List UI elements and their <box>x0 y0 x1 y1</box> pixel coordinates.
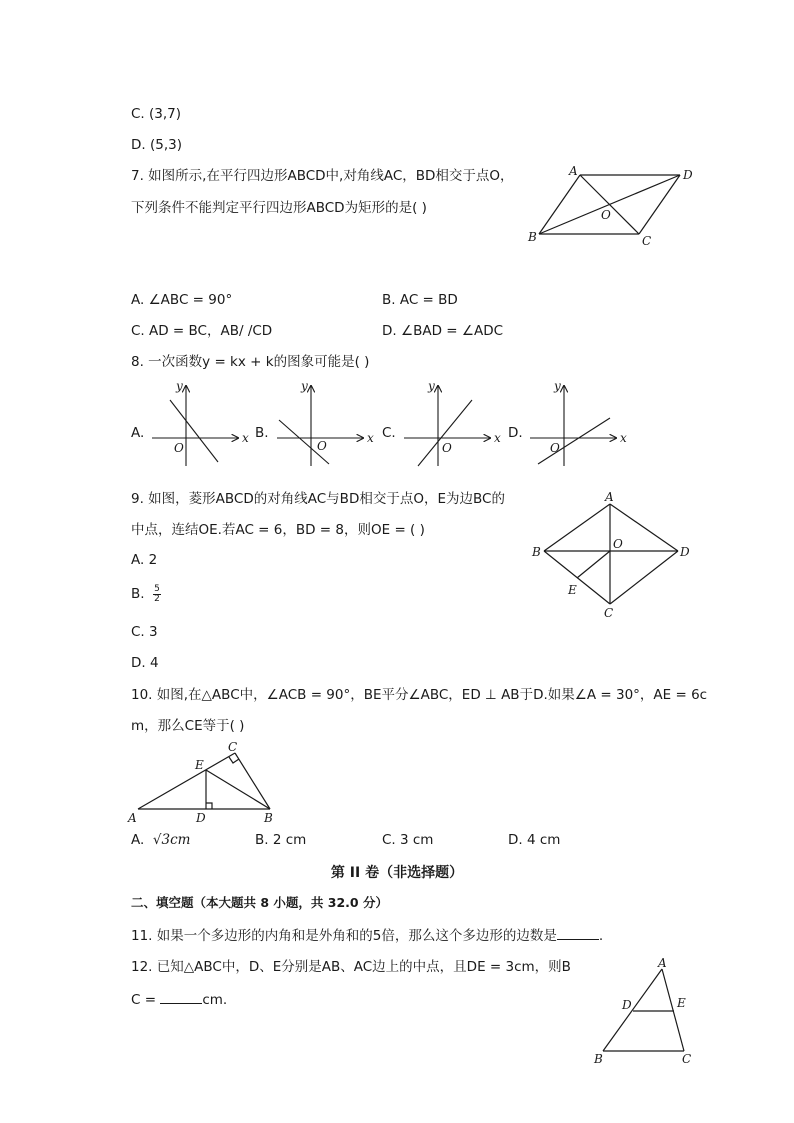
q10-label-e: E <box>195 758 204 772</box>
q7-option-c: C. AD = BC，AB/ /CD <box>131 323 273 339</box>
q11-end: . <box>598 928 604 944</box>
q7-label-o: O <box>601 208 611 222</box>
q12-line2-prefix: C = <box>131 992 157 1008</box>
q8-graph-a <box>148 380 258 470</box>
q10-label-c: C <box>228 740 238 754</box>
q12-label-c: C <box>682 1052 692 1066</box>
q8-c-y-label: y <box>428 379 435 393</box>
q9-option-b-fraction <box>153 585 161 604</box>
q8-a-y-label: y <box>176 379 183 393</box>
q9-rhombus-figure <box>528 490 698 620</box>
q8-c-origin: O <box>442 441 452 455</box>
q7-option-a: A. ∠ABC = 90° <box>131 292 233 308</box>
q12-triangle-figure <box>590 955 700 1070</box>
q9-option-d: D. 4 <box>131 655 159 671</box>
q8-option-a-label: A. <box>131 425 145 441</box>
q10-label-b: B <box>264 811 273 825</box>
q9-label-a: A <box>605 490 614 504</box>
q10-label-a: A <box>128 811 137 825</box>
q11-text: 11. 如果一个多边形的内角和是外角和的5倍，那么这个多边形的边数是 <box>131 928 557 944</box>
q12-stem-line1: 12. 已知△ABC中，D、E分别是AB、AC边上的中点，且DE = 3cm，则B <box>131 959 571 975</box>
q12-stem-line2 <box>131 989 227 1010</box>
q9-option-c: C. 3 <box>131 624 158 640</box>
q11-stem <box>131 925 603 946</box>
q9-label-o: O <box>613 537 623 551</box>
q8-stem: 8. 一次函数y = kx + k的图象可能是( ) <box>131 354 370 370</box>
q8-b-y-label: y <box>301 379 308 393</box>
q7-stem-line2: 下列条件不能判定平行四边形ABCD为矩形的是( ) <box>131 200 427 216</box>
q10-option-a <box>131 830 190 850</box>
q8-option-c-label: C. <box>382 425 396 441</box>
q9-option-b-numerator: 5 <box>154 583 160 594</box>
q7-label-c: C <box>642 234 652 248</box>
q8-d-x-label: x <box>620 431 627 445</box>
q7-stem-line1: 7. 如图所示,在平行四边形ABCD中,对角线AC，BD相交于点O， <box>131 168 514 184</box>
q9-option-b-prefix: B. <box>131 586 145 602</box>
q10-option-b: B. 2 cm <box>255 832 307 848</box>
q10-option-c: C. 3 cm <box>382 832 434 848</box>
q8-graph-d <box>526 380 636 470</box>
q10-option-a-value: √3cm <box>152 832 191 848</box>
q11-answer-blank <box>557 925 599 940</box>
q7-label-b: B <box>528 230 537 244</box>
q12-answer-blank <box>160 989 202 1004</box>
q9-label-d: D <box>680 545 690 559</box>
q12-line2-suffix: cm. <box>202 992 228 1008</box>
q8-a-x-label: x <box>242 431 249 445</box>
section-title: 第 II 卷（非选择题） <box>330 865 464 881</box>
q7-label-d: D <box>683 168 693 182</box>
q8-option-d-label: D. <box>508 425 523 441</box>
q9-option-a: A. 2 <box>131 552 158 568</box>
q8-b-x-label: x <box>367 431 374 445</box>
q10-option-a-prefix: A. <box>131 832 145 848</box>
q7-label-a: A <box>569 164 578 178</box>
q10-triangle-figure <box>128 740 288 825</box>
q9-label-b: B <box>532 545 541 559</box>
q8-a-origin: O <box>174 441 184 455</box>
q10-stem-line2: m，那么CE等于( ) <box>131 718 245 734</box>
q8-b-origin: O <box>317 439 327 453</box>
prev-option-d: D. (5,3) <box>131 137 182 153</box>
q10-stem-line1: 10. 如图,在△ABC中，∠ACB = 90°，BE平分∠ABC，ED ⊥ AB于D.如果∠A = 30°，AE = 6c <box>131 687 708 703</box>
q8-d-origin: O <box>550 441 560 455</box>
q8-graph-b <box>273 380 383 470</box>
q8-d-y-label: y <box>554 379 561 393</box>
q9-option-b <box>131 584 161 604</box>
q7-option-d: D. ∠BAD = ∠ADC <box>382 323 504 339</box>
q8-c-x-label: x <box>494 431 501 445</box>
q12-label-a: A <box>658 956 667 970</box>
q12-label-d: D <box>622 998 632 1012</box>
q8-option-b-label: B. <box>255 425 269 441</box>
q7-parallelogram-figure <box>525 163 705 253</box>
q7-option-b: B. AC = BD <box>382 292 458 308</box>
q12-label-e: E <box>677 996 686 1010</box>
prev-option-c: C. (3,7) <box>131 106 182 122</box>
q10-option-d: D. 4 cm <box>508 832 561 848</box>
q12-label-b: B <box>594 1052 603 1066</box>
section-heading: 二、填空题（本大题共 8 小题，共 32.0 分） <box>131 895 388 910</box>
q8-graph-c <box>400 380 510 470</box>
q10-label-d: D <box>196 811 206 825</box>
q9-option-b-denominator: 2 <box>154 593 160 604</box>
q9-label-c: C <box>604 606 614 620</box>
q9-label-e: E <box>568 583 577 597</box>
q9-stem-line2: 中点，连结OE.若AC = 6，BD = 8，则OE = ( ) <box>131 522 425 538</box>
q9-stem-line1: 9. 如图，菱形ABCD的对角线AC与BD相交于点O，E为边BC的 <box>131 491 505 507</box>
